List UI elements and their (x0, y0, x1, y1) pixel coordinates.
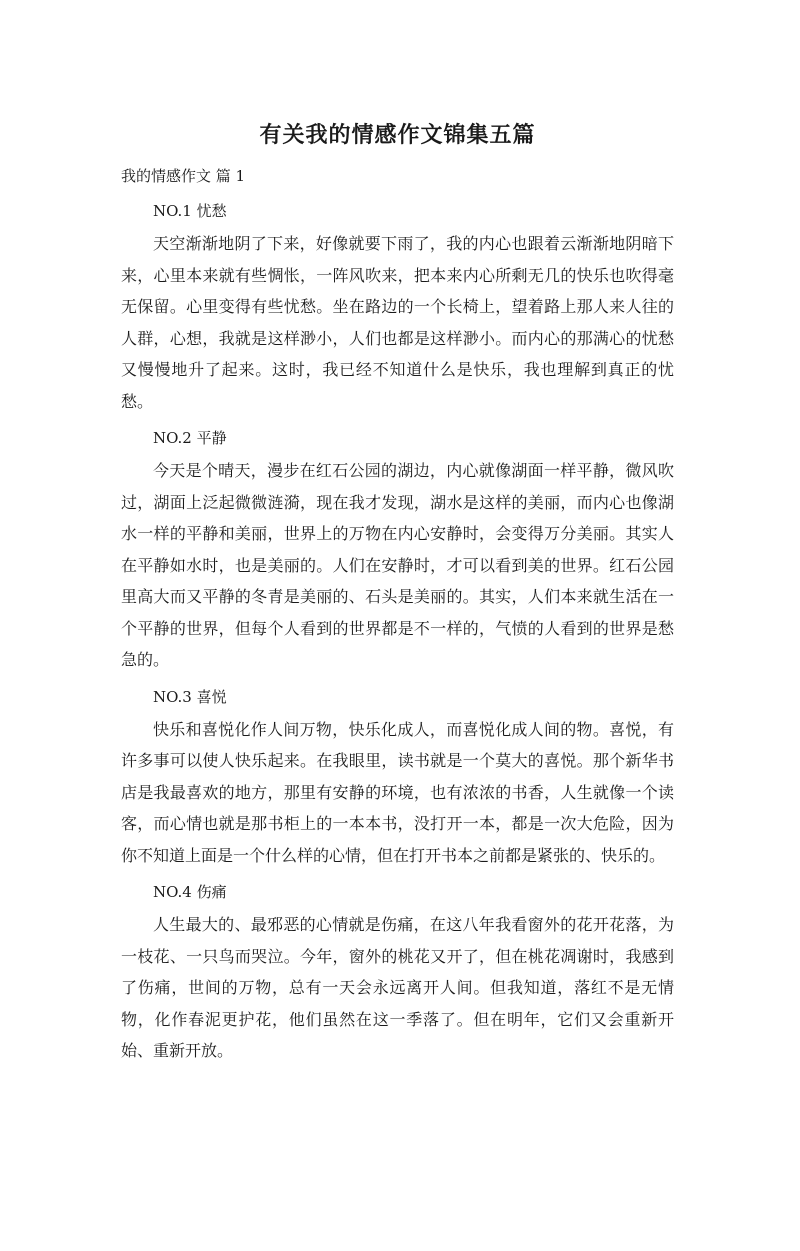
section-body: 快乐和喜悦化作人间万物，快乐化成人，而喜悦化成人间的物。喜悦，有许多事可以使人快乐起来。在我眼里，读书就是一个莫大的喜悦。那个新华书店是我最喜欢的地方，那里有安静的环境，也有浓浓的书香，人生就像一个读客，而心情也就是那书柜上的一本本书，没打开一本，都是一次大危险，因为你不知道上面是一个什么样的心情，但在打开书本之前都是紧张的、快乐的。 (121, 719, 674, 865)
essay-subtitle: 我的情感作文 篇 1 (121, 167, 246, 185)
section-sorrow (121, 877, 674, 1067)
document-title: 有关我的情感作文锦集五篇 (259, 123, 536, 148)
section-heading: NO.4 伤痛 (153, 883, 227, 901)
section-heading: NO.2 平静 (153, 429, 227, 447)
section-heading: NO.1 忧愁 (153, 202, 227, 220)
section-joy (121, 682, 674, 872)
section-body: 人生最大的、最邪恶的心情就是伤痛，在这八年我看窗外的花开花落，为一枝花、一只鸟而哭泣。今年，窗外的桃花又开了，但在桃花凋谢时，我感到了伤痛，世间的万物，总有一天会永远离开人间。但我知道，落红不是无情物，化作春泥更护花，他们虽然在这一季落了。但在明年，它们又会重新开始、重新开放。 (121, 915, 674, 1060)
section-calm (121, 423, 674, 676)
section-heading: NO.3 喜悦 (153, 687, 227, 706)
section-body: 今天是个晴天，漫步在红石公园的湖边，内心就像湖面一样平静，微风吹过，湖面上泛起微微涟漪，现在我才发现，湖水是这样的美丽，而内心也像湖水一样的平静和美丽，世界上的万物在内心安静时，会变得万分美丽。其实人在平静如水时，也是美丽的。人们在安静时，才可以看到美的世界。红石公园里高大而又平静的冬青是美丽的、石头是美丽的。其实，人们本来就生活在一个平静的世界，但每个人看到的世界都是不一样的，气愤的人看到的世界是愁急的。 (121, 461, 674, 669)
section-body: 天空渐渐地阴了下来，好像就要下雨了，我的内心也跟着云渐渐地阴暗下来，心里本来就有些惆怅，一阵风吹来，把本来内心所剩无几的快乐也吹得毫无保留。心里变得有些忧愁。坐在路边的一个长椅上，望着路上那人来人往的人群，心想，我就是这样渺小，人们也都是这样渺小。而内心的那满心的忧愁又慢慢地升了起来。这时，我已经不知道什么是快乐，我也理解到真正的忧愁。 (121, 234, 674, 411)
document-page (0, 120, 800, 1251)
section-worry (121, 196, 674, 417)
